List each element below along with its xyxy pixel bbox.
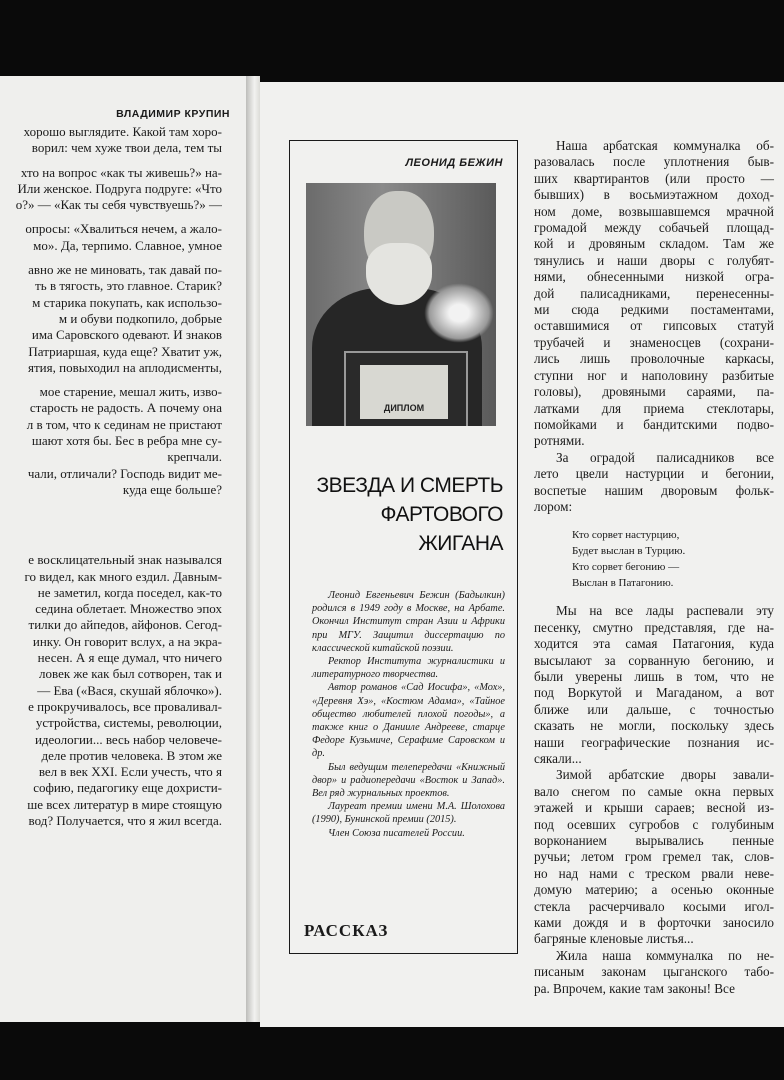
author-bio: [312, 589, 505, 840]
text-line: [0, 157, 222, 165]
text-line: мо». Да, терпимо. Славное, умное: [33, 237, 222, 253]
text-line: За оградой палисадников все: [556, 449, 774, 465]
text-line: ручьи; летом гром гремел так, слов-: [534, 849, 774, 865]
text-line: Жила наша коммуналка по не-: [556, 947, 774, 963]
text-line: Патриаршая, куда еще? Хватит уж,: [28, 343, 222, 359]
verse: [534, 527, 774, 591]
text-line: под осевших сугробов с голубиным: [534, 816, 774, 832]
text-line: сякали...: [534, 751, 582, 766]
text-line: под Воркутой и Магаданом, а вот: [534, 685, 774, 701]
text-line: лором:: [534, 498, 573, 514]
text-line: мое старение, мешал жить, изво-: [39, 384, 222, 400]
text-line: деле против человека. В этом же: [41, 747, 222, 763]
text-line: тилки до айпедов, айфонов. Сегод-: [28, 617, 222, 633]
text-line: ворил: чем хуже твои дела, тем ты: [31, 140, 222, 156]
text-line: л в том, что к сединам не пристают: [26, 416, 222, 432]
text-line: Будет выслан в Турцию.: [572, 545, 686, 558]
text-line: авно же не миновать, так давай по-: [28, 262, 222, 278]
text-line: хто на вопрос «как ты живешь?» на-: [20, 164, 222, 180]
bio-paragraph: Член Союза писателей России.: [328, 827, 465, 839]
text-line: Выслан в Патагонию.: [572, 577, 674, 590]
text-line: этажей и крыши сараев; весной из-: [534, 800, 774, 816]
title-line: ЗВЕЗДА И СМЕРТЬ: [316, 474, 503, 497]
text-line: ра. Впрочем, какие там законы! Все: [534, 980, 735, 996]
story-paragraph: [534, 603, 774, 767]
title-line: ЖИГАНА: [418, 532, 503, 555]
text-line: седина облетает. Множество эпох: [35, 601, 222, 617]
text-line: трубачей и знаменосцев (сохрани-: [534, 334, 774, 350]
text-line: софию, педагогику еще дохристи-: [33, 780, 222, 796]
text-line: идеологии... весь набор человече-: [34, 731, 222, 747]
page-fold: [246, 76, 260, 1022]
section-rubric: РАССКАЗ: [304, 921, 389, 940]
text-line: нями, обнесенными низкой огра-: [534, 269, 774, 285]
left-text-block-bottom: [0, 552, 222, 829]
text-line: крепчали.: [167, 449, 222, 465]
text-line: наши географические познания ис-: [534, 734, 774, 750]
text-line: Наша арбатская коммуналка об-: [556, 138, 774, 153]
bio-paragraph: Автор романов «Сад Иосифа», «Мох», «Деревня Хэ», «Костюм Адама», «Тайное общество любителей плохой погоды», а также книг о Данииле Андрееве, старце Федоре Кузьмиче, Серафиме Саровском и др.: [312, 682, 505, 760]
text-line: куда еще больше?: [122, 481, 222, 497]
left-page-text: [0, 124, 222, 829]
text-line: Зимой арбатские дворы завали-: [556, 767, 774, 783]
text-line: о?» — «Как ты себя чувствуешь?» —: [15, 197, 222, 213]
text-line: устройства, системы, революции,: [35, 715, 222, 731]
text-line: старость не радость. А почему она: [29, 400, 222, 416]
right-page: [260, 82, 784, 1027]
text-line: [0, 213, 222, 221]
text-line: несен. А я еще думал, что ничего: [37, 650, 222, 666]
text-line: латками для приема стеклотары,: [534, 400, 774, 416]
bio-paragraph: Леонид Евгеньевич Бежин (Бадылкин) родился в 1949 году в Москве, на Арбате. Окончил Институт стран Азии и Африки при МГУ. Защитил диссертацию по классической китайской поэзии.: [312, 590, 505, 654]
left-page: [0, 76, 246, 1022]
bio-paragraph: Ректор Института журналистики и литературного творчества.: [312, 656, 505, 681]
text-line: громадой между собачьей площад-: [534, 220, 774, 236]
text-line: чали, отличали? Господь видит ме-: [27, 465, 222, 481]
text-line: кой и дровяным складом. Там же: [534, 236, 774, 252]
text-line: [0, 376, 222, 384]
text-line: сказать не могли, поскольку здесь: [534, 718, 774, 734]
text-line: м старика покупать, как использо-: [32, 294, 222, 310]
text-line: е прокручивалось, все проваливал-: [28, 698, 222, 714]
text-line: ми сюда редкими постаментами,: [534, 302, 774, 318]
story-paragraph: [534, 767, 774, 947]
text-line: дой палисадниками, перенесенны-: [534, 285, 774, 301]
text-line: тянулись и наши дворы с голубят-: [534, 252, 774, 268]
text-line: воспетые нашим дворовым фольк-: [534, 482, 774, 498]
text-line: лето цвели настурции и бегонии,: [534, 466, 774, 482]
text-line: хорошо выглядите. Какой там хоро-: [23, 124, 222, 139]
text-line: ворконанием вырывались пенные: [534, 833, 774, 849]
text-line: багряные кленовые листья...: [534, 931, 694, 947]
text-line: бывших) в восьмиэтажном доход-: [534, 187, 774, 203]
text-line: ть в тягость, это главное. Старик?: [35, 278, 222, 294]
text-line: ходится эта самая Патагония, куда: [534, 636, 774, 652]
text-line: разовалась после уплотнения быв-: [534, 154, 774, 170]
text-line: инку. Он говорит вслух, а на экра-: [32, 633, 222, 649]
text-line: помойками и бандитскими подво-: [534, 416, 774, 432]
text-line: опросы: «Хвалиться нечем, а жало-: [25, 221, 222, 237]
text-line: писаным законам цыганского табо-: [534, 964, 774, 980]
text-line: домую материю; а осенью оконные: [534, 882, 774, 898]
text-line: были уверены лишь в том, что не: [534, 668, 774, 684]
text-line: шают хотя бы. Бес в ребра мне су-: [31, 433, 222, 449]
text-line: м и обуви подкопило, добрые: [58, 310, 222, 326]
title-line: ФАРТОВОГО: [380, 503, 503, 526]
story-text: [534, 138, 774, 997]
text-line: ближе или дальше, с точностью: [534, 701, 774, 717]
text-line: има Саровского одевают. И знаков: [31, 327, 222, 343]
text-line: — Ева («Вася, скушай яблочко»).: [37, 682, 222, 698]
author-photo: [306, 183, 496, 426]
text-line: ротнями.: [534, 433, 585, 449]
story-paragraph: [534, 948, 774, 997]
left-text-block-top: [0, 124, 222, 498]
text-line: песенку, смутно представляя, где на-: [534, 619, 774, 635]
text-line: Мы на все лады распевали эту: [556, 603, 774, 619]
text-line: лись лишь проволочные каркасы,: [534, 351, 774, 367]
text-line: [0, 254, 222, 262]
text-line: ше всех литератур в мире стоящую: [27, 796, 222, 812]
text-line: Кто сорвет настурцию,: [572, 529, 680, 542]
story-title: [298, 471, 503, 558]
text-line: Или женское. Подруга подруге: «Что: [17, 180, 222, 196]
text-line: ловек же как был сотворен, так и: [39, 666, 222, 682]
text-line: ятия, повыходил на аплодисменты,: [28, 359, 222, 375]
author-sidebar: [289, 140, 518, 954]
text-line: ками дождя и в форточки заносило: [534, 915, 774, 931]
text-line: ном доме, возвышавшемся мрачной: [534, 203, 774, 219]
text-line: головы), дровяными сараями, па-: [534, 384, 774, 400]
text-line: ших квартирантов (или просто —: [534, 170, 774, 186]
diploma-label: ДИПЛОМ: [383, 403, 425, 413]
story-paragraph: [534, 450, 774, 516]
bio-paragraph: Был ведущим телепередачи «Книжный двор» и радиопередачи «Восток и Запад». Вел ряд журнальных проектов.: [312, 761, 505, 800]
text-line: высылают за сорванную бегонию, и: [534, 652, 774, 668]
running-head: ВЛАДИМИР КРУПИН: [116, 108, 230, 120]
author-name: ЛЕОНИД БЕЖИН: [405, 157, 503, 169]
story-paragraph: [534, 138, 774, 450]
text-line: оставшимися от гипсовых статуй: [534, 318, 774, 334]
bio-paragraph: Лауреат премии имени М.А. Шолохова (1990), Бунинской премии (2015).: [312, 801, 505, 826]
text-line: но над нами с треском рвали невe-: [534, 865, 774, 881]
diploma-frame: [344, 351, 468, 426]
text-line: вало снегом по самые окна первых: [534, 783, 774, 799]
text-line: ступни ног и наполовину разбитые: [534, 367, 774, 383]
text-line: го видел, как много ездил. Давным-: [24, 568, 222, 584]
text-line: не заметил, когда поседел, как-то: [37, 584, 222, 600]
text-line: вод? Получается, что я жил всегда.: [28, 812, 222, 828]
text-line: е восклицательный знак назывался: [28, 552, 222, 568]
text-line: стекла расчерчивало косыми игол-: [534, 898, 774, 914]
text-line: Кто сорвет бегонию —: [572, 561, 680, 574]
text-line: вел в век XXI. Если учесть, что я: [38, 764, 222, 780]
